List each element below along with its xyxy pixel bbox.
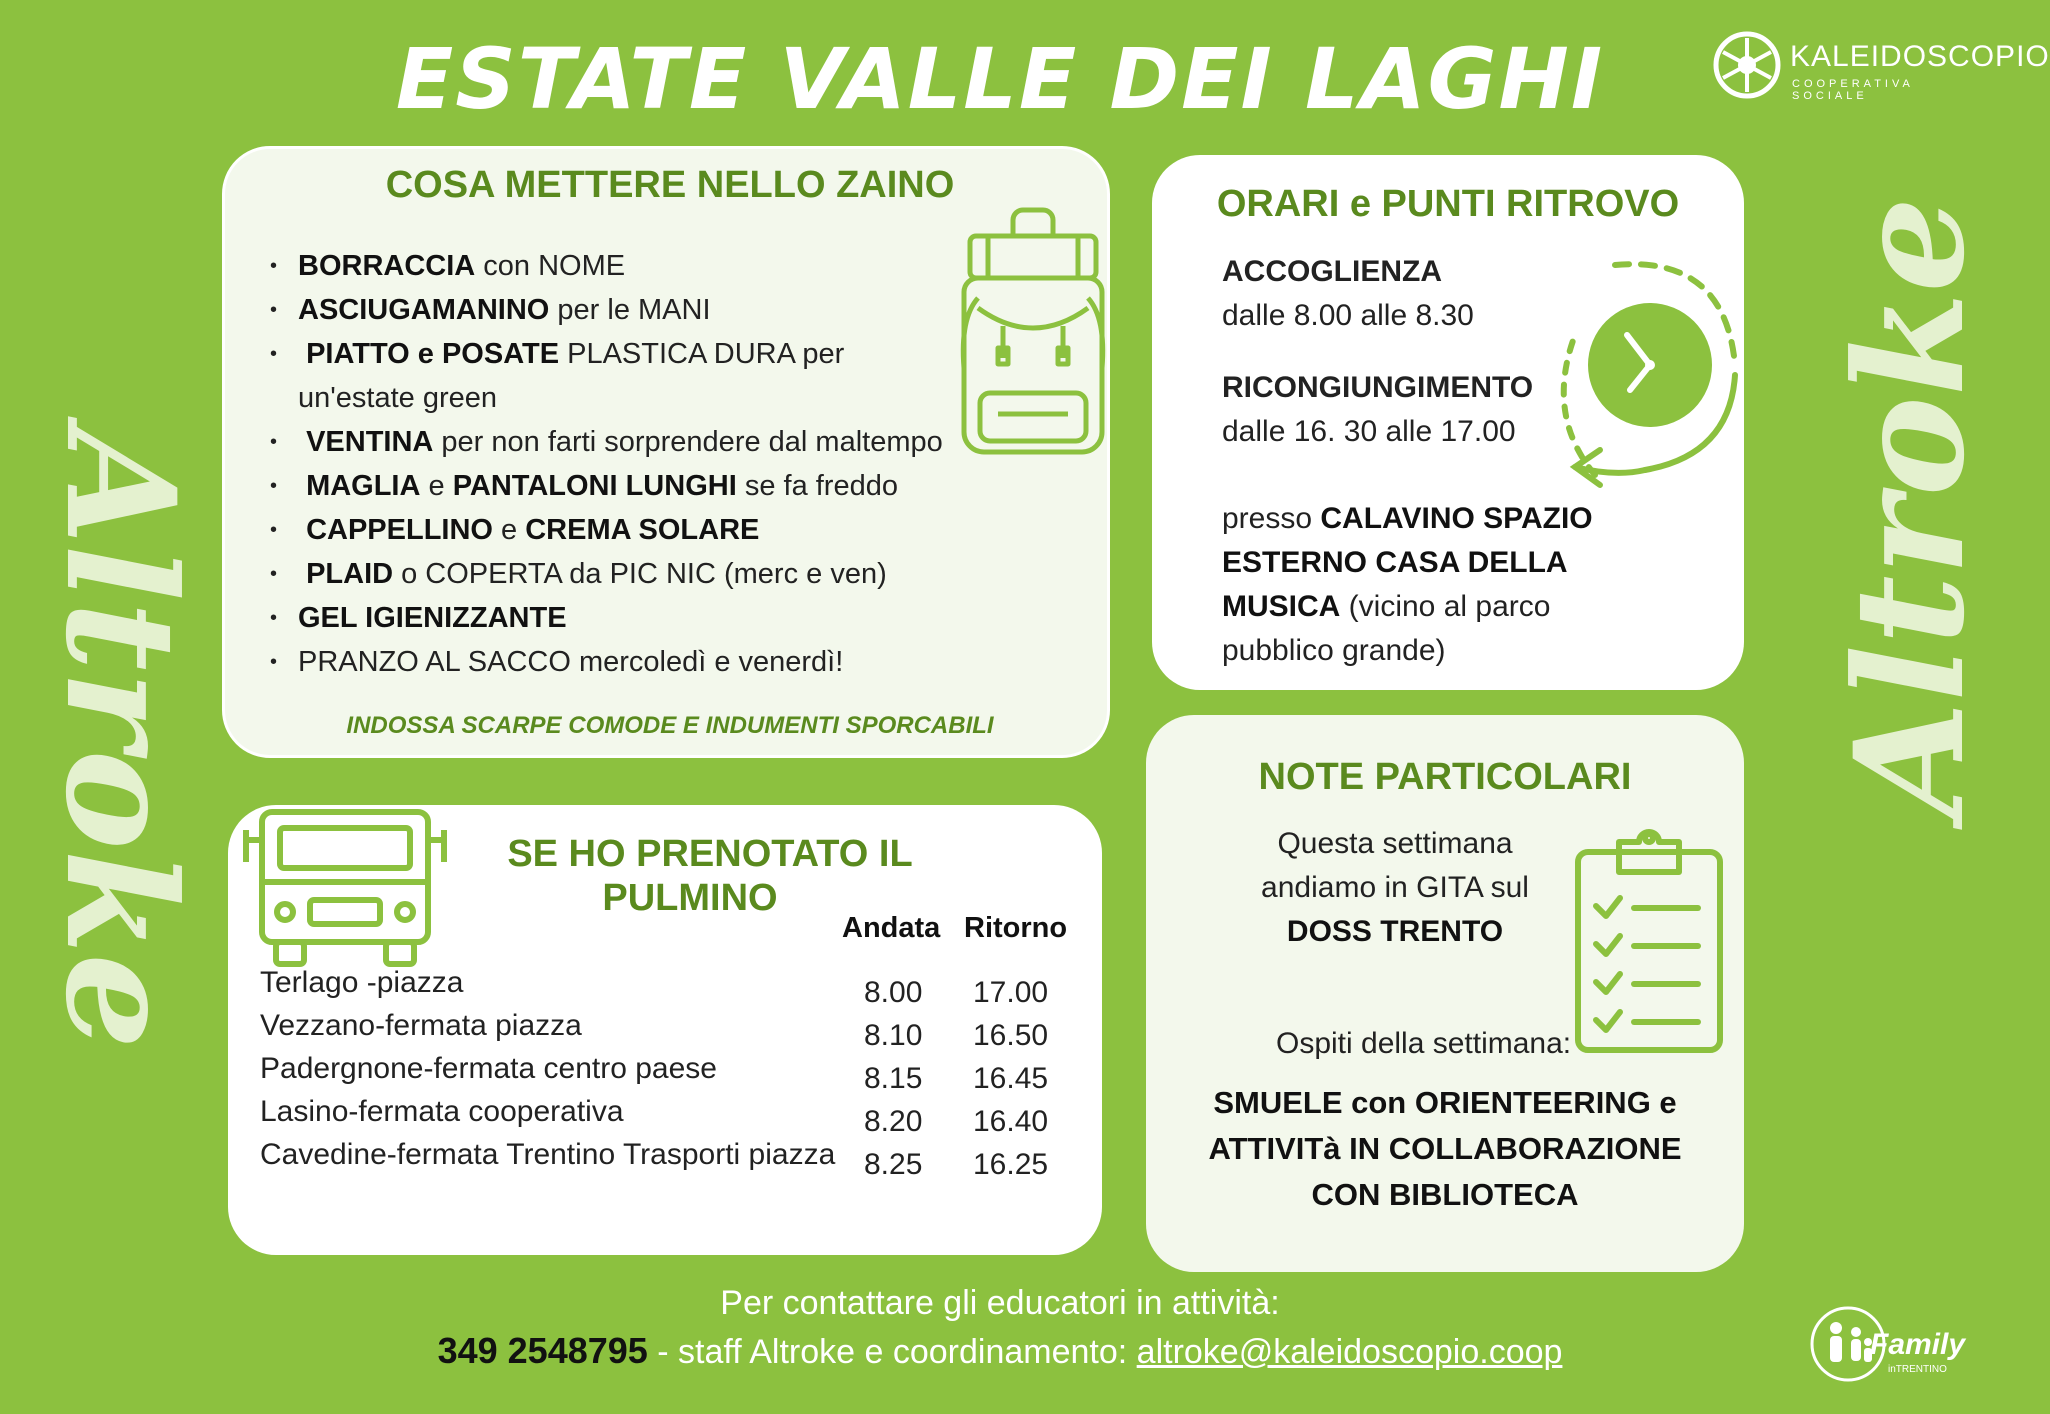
backpack-icon [958, 208, 1108, 468]
side-text-right: Altroke [1822, 196, 1998, 818]
phone-number[interactable]: 349 2548795 [437, 1330, 648, 1371]
family-in-trentino-logo [1808, 1298, 1978, 1390]
list-item: • PLAID o COPERTA da PIC NIC (merc e ven) [270, 552, 990, 596]
table-row: Terlago -piazza 8.00 17.00 [260, 966, 1049, 1009]
bus-icon [240, 800, 450, 970]
bus-table [260, 966, 1080, 1187]
accoglienza-time: dalle 8.00 alle 8.30 [1222, 299, 1474, 332]
ricongiungimento-time: dalle 16. 30 alle 17.00 [1222, 415, 1516, 448]
table-row: Lasino-fermata cooperativa 8.20 16.40 [260, 1095, 1049, 1138]
pulmino-heading: SE HO PRENOTATO IL PULMINO [507, 833, 913, 919]
col-ritorno-header: Ritorno [964, 912, 1068, 944]
family-logo-sub: inTRENTINO [1888, 1364, 1947, 1375]
ricongiungimento-label: RICONGIUNGIMENTO [1222, 371, 1534, 404]
zaino-heading: COSA METTERE NELLO ZAINO [385, 164, 955, 206]
logo-subtitle: COOPERATIVA SOCIALE [1792, 78, 1914, 102]
meeting-place: presso CALAVINO SPAZIO ESTERNO CASA DELLA MUSICA (vicino al parco pubblico grande) [1222, 502, 1593, 667]
list-item: • VENTINA per non farti sorprendere dal maltempo [270, 420, 990, 464]
list-item: • PRANZO AL SACCO mercoledì e venerdì! [270, 640, 990, 684]
note-text: Questa settimana andiamo in GITA sul DOSS TRENTO [1261, 827, 1529, 948]
ospiti-label: Ospiti della settimana: [1276, 1027, 1572, 1060]
table-row: Padergnone-fermata centro paese 8.15 16.45 [260, 1052, 1049, 1095]
family-logo-word: Family [1870, 1328, 1966, 1361]
list-item: • MAGLIA e PANTALONI LUNGHI se fa freddo [270, 464, 990, 508]
zaino-note: INDOSSA SCARPE COMODE E INDUMENTI SPORCABILI [346, 712, 994, 739]
orari-heading: ORARI e PUNTI RITROVO [1216, 183, 1680, 225]
accoglienza-label: ACCOGLIENZA [1222, 255, 1442, 288]
list-item: • GEL IGIENIZZANTE [270, 596, 990, 640]
col-andata-header: Andata [842, 912, 941, 944]
clock-icon [1555, 255, 1745, 495]
ospiti-guests: SMUELE con ORIENTEERING e ATTIVITà IN COLLABORAZIONE CON BIBLIOTECA [1208, 1085, 1682, 1212]
email-link[interactable]: altroke@kaleidoscopio.coop [1136, 1333, 1563, 1371]
zaino-list [270, 244, 990, 684]
side-text-left: Altroke [32, 428, 208, 1050]
footer-contacts: 349 2548795 - staff Altroke e coordinamento: altroke@kaleidoscopio.coop [437, 1330, 1563, 1371]
list-item: • ASCIUGAMANINO per le MANI [270, 288, 990, 332]
kaleidoscope-logo-icon [1712, 30, 1782, 100]
table-row: Cavedine-fermata Trentino Trasporti piazza 8.25 16.25 [260, 1138, 1049, 1181]
kaleidoscopio-logo [1712, 30, 2050, 102]
logo-name: KALEIDOSCOPIO [1790, 40, 2050, 73]
list-item: • BORRACCIA con NOME [270, 244, 990, 288]
clipboard-checklist-icon [1574, 820, 1724, 1055]
page-title: ESTATE VALLE DEI LAGHI [395, 30, 1605, 128]
note-heading: NOTE PARTICOLARI [1258, 756, 1632, 798]
list-item: • CAPPELLINO e CREMA SOLARE [270, 508, 990, 552]
table-row: Vezzano-fermata piazza 8.10 16.50 [260, 1009, 1049, 1052]
footer-contact-line: Per contattare gli educatori in attività: [720, 1284, 1280, 1322]
list-item: • PIATTO e POSATE PLASTICA DURA per un'estate green [270, 332, 990, 420]
